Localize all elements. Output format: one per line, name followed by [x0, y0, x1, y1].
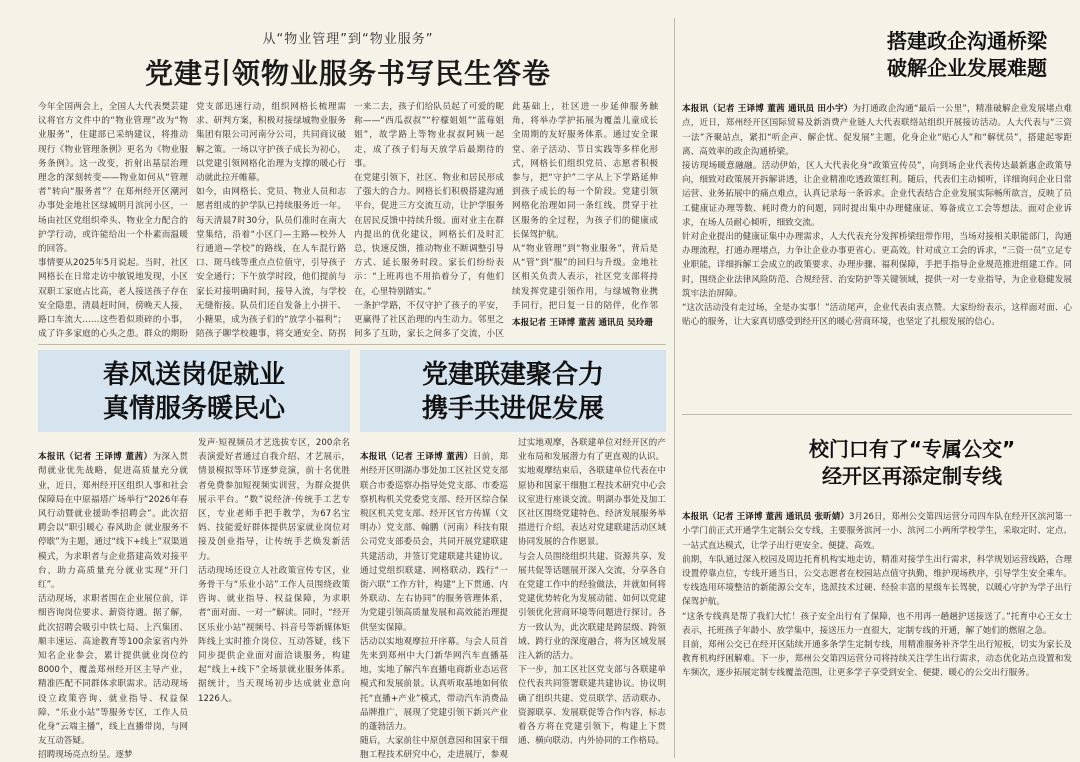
body-text: 日前，郑州经开区明湖办事处加工区社区党支部联合市委巡察办指导处党支部、市委巡察机构机关党委党支部、经开区综合保税区机关党支部、经开区官方传媒（文明办）党支部、翰鹏（河南）科技有限公司党支部委员会，共同开展党建联建共建活动，并签订党建联建共建协议。通过党组织联建、网格联动、践行“一街六联”工作方针，构建“上下贯通、内外联动、左右协同”的服务管理体系，为党建引领高质量发展和高效能治理提供坚实保障。 活动以实地观摩拉开序幕。与会人员首先来到郑州中大门新华网汽车直播基地，实地了解汽车直播电商新业态运营模式和发展前景。认真听取基地如何依托“直播+产业”模式，带动汽车消费品品牌推广，展现了党建引领下新兴产业的蓬勃活力。 随后，大家前往中原创意园和国家干细胞工程技术研究中心，走进展厅，参观 [360, 452, 508, 760]
headline-line-1: 搭建政企沟通桥梁 [887, 29, 1047, 53]
section-divider [38, 344, 666, 345]
headline-line-2: 破解企业发展难题 [887, 56, 1047, 80]
headline-line-1: 党建联建聚合力 [421, 360, 604, 390]
article-party-building [360, 350, 666, 760]
body-col-2: 过实地观摩，各联建单位对经开区的产业布局和发展潜力有了更直观的认识。 实地观摩结束后，各联建单位代表在中原协和国家干细胞工程技术研究中心会议室进行座谈交流。明湖办事处及加工区社区围绕党建特色、经济发展服务举措进行介绍，表达对党建联建活动区域协同发展的合作愿景。 与会人员围绕组织共建、资源共享、发展共促等话题展开深入交流，分享各自在党建工作中的经验做法，并就如何将党建优势转化为发展动能、如何以党建引领优化营商环境等问题进行探讨。各方一致认为，此次联建是跨层级、跨领域、跨行业的深度融合，将为区域发展注入新的活力。 下一步，加工区社区党支部与各联建单位代表共同签署联建共建协议。协议明确了组织共建、党员联学、活动联办、资源联享、发展联促等合作内容，标志着各方将在党建引领下，构建上下贯通、横向联动、内外协同的工作格局。 [518, 438, 666, 747]
article-school-bus [682, 426, 1072, 756]
byline: 本报讯（记者 王译博 董茜 通讯员 田小宇） [682, 104, 853, 115]
body-col-2: 发声·短视频员才艺选拔专区，200余名表演爱好者通过自我介绍、才艺展示，情景模拟等环节逐梦竞演，前十名优胜者免费参加短视频实训营，为群众提供展示平台。“数”说经济·传统手工艺专区，专业老师手把手教学，为67名宝妈、技能爱好群体提供居家就业岗位对接及创业指导，让传统手艺焕发新活力。 活动现场还设立人社政策宣传专区，业务骨干与“乐业小站”工作人员围绕政策咨询、就业指导、权益保障，为求职者“面对面、一对一”解读。同时，“经开区乐业小站”视频号、抖音号等新媒体矩阵线上实时推介岗位、互动答疑，线下同步提供企业面对面洽谈服务，构建起“线上+线下”全场景就业服务体系。据统计，当天现场初步达成就业意向1226人。 [198, 438, 350, 704]
body-text: 3月26日，郑州公交第四运营分司四车队在经开区滨河第一小学门前正式开通学生定制公交专线，主要服务滨河一小、滨河二小两所学校学生，采取定时、定点、一站式直达模式，让学子出行更安全、便捷、高效。 前期，车队通过深入校园及周边托育机构实地走访，精准对接学生出行需求，科学规划运营线路，合理设置停靠点位，专线开通当日，公交志愿者在校园站点值守执勤，维护现场秩序，引导学生安全乘车。专线选用环境整洁的新能源公交车，选派技术过硬、经验丰富的星级车长驾驶，以暖心守护为学子出行保驾护航。 “这条专线真是帮了我们大忙！孩子安全出行有了保障，也不用再一趟趟护送接送了。”托育中心王女士表示，托班孩子年龄小、放学集中，接送压力一直很大，定制专线的开通，解了她们的燃眉之急。 目前，郑州公交已在经开区陆续开通多条学生定制专线，用精准服务补齐学生出行短板，切实为家长及教育机构纾困解难。下一步，郑州公交第四运营分司将持续关注学生出行需求，动态优化站点设置和发车频次，逐步拓展定制专线覆盖范围，让更多学子享受到安全、便捷、暖心的公交出行服务。 [682, 512, 1072, 679]
body-text: 为深入贯彻就业优先战略，促进高质量充分就业，近日，郑州经开区组织人事和社会保障局在中原福塔广场举行“2026年春风行动暨就业援助季招聘会”。此次招聘会以“职引暖心 春风助企 就业服务不停歇”为主题，通过“线下+线上”双渠道模式，为求职者与企业搭建高效对接平台，助力高质量充分就业实现“开门红”。 活动现场，求职者围在企业展位前，详细咨询岗位要求、薪资待遇。据了解，此次招聘会吸引中铁七局、上汽集团、顺丰速运、高途教育等100余家省内外知名企业参会，累计提供就业岗位约8000个，覆盖郑州经开区主导产业，精准匹配不同群体求职需求。活动现场设立政策咨询、就业指导、权益保障、“乐业小站”等服务专区，工作人员化身“云端主播”，线上直播带岗，与网友互动答疑。 招聘现场亮点纷呈。逐梦 [38, 452, 188, 760]
headline-line-2: 经开区再添定制专线 [822, 464, 1002, 488]
body-col-1 [360, 436, 508, 760]
column-divider [674, 18, 675, 758]
headline: 党建引领物业服务书写民生答卷 [144, 57, 551, 90]
article-property-service [38, 18, 658, 340]
headline-line-1: 春风送岗促就业 [102, 360, 285, 390]
headline-box [360, 350, 666, 432]
byline: 本报讯（记者 王译博 董茜） [38, 452, 153, 463]
byline: 本报讯（记者 王译博 董茜 通讯员 张昕婧） [682, 512, 849, 523]
signature: 本报记者 王译博 董茜 通讯员 吴玲珊 [512, 318, 653, 328]
article-body [682, 88, 1072, 406]
headline-line-1: 校门口有了“专属公交” [808, 437, 1016, 461]
body-col-1: 今年全国两会上，全国人大代表樊芸建议将官方文件中的“物业管理”改为“物业服务”，住建部已采纳建议，将推动现行《物业管理条例》更名为《物业服务条例》。这一改变，折射出基层治理理念的深刻转变——物业如何从“管理者”转向“服务者”？在郑州经开区潮河办事处金地社区绿城明月滨河小区，一场由社区党组织牵头、物业全力配合的护学行动，或许能给出一个朴素而温暖的回答。 事情要从2025年5月说起。当时，社区网格长在日常走访中敏锐地发现，小区双职工家庭占比高，老人接送孩子存在安全隐患，清晨赶时间，傍晚天人接，路口车流大……这些看似琐碎的小事，成了许多家庭的心头之患。群众的期盼 [38, 102, 188, 340]
headline-box [38, 350, 350, 432]
headline-line-2: 真情服务暖民心 [102, 394, 285, 424]
byline: 本报讯（记者 王译博 董茜） [360, 452, 473, 463]
kicker: 从“物业管理”到“物业服务” [262, 32, 434, 47]
headline-line-2: 携手共进促发展 [421, 394, 604, 424]
body-text: 为打通政企沟通“最后一公里”，精准破解企业发展堵点难点，近日，郑州经开区国际贸易及新消费产业链人大代表联络站组织开展接访活动。人大代表与“三资一法”齐聚站点，紧扣“听企声、解企忧、促发展”主题，化身企业“贴心人”和“解忧员”，搭建起零距离、高效率的政企沟通桥梁。 接访现场暖意融融。活动伊始，区人大代表化身“政策宣传员”，向到场企业代表传达最新惠企政策导向，细致对政策展开拆解讲透，让企业精准吃透政策红利。随后，代表们主动倾听，详细询问企业日常运营、业务拓展中的痛点难点，认真记录每一条诉求。企业代表结合企业发展实际畅所欲言，反映了员工健康证办理等数、耗时费力的问题，同时提出集中办理健康证、筹备成立工会等想法。面对企业诉求，在场人员耐心倾听，细致交流。 针对企业提出的健康证集中办理需求，人大代表充分发挥桥梁纽带作用，当场对接相关职能部门，沟通办理流程，打通办理堵点，力争让企业办事更省心、更高效。针对成立工会的诉求，“三资一员”立足专业职能，详细拆解工会成立的政策要求、办理步骤、福利保障，手把手指导企业规范推进组建工作。同时，围绕企业法律风险防范、合规经营、治安防护等关键领域，提供一对一专业指导，为企业稳健发展筑牢法治屏障。 “这次活动没有走过场，全是办实事！”活动尾声，企业代表由衷点赞。大家纷纷表示，这样面对面、心贴心的服务，让大家真切感受到经开区的暖心营商环境，也坚定了扎根发展的信心。 [682, 104, 1072, 328]
body-col-2: 党支部迅速行动，组织网格长梳理需求、研判方案，积极对接绿城物业服务集团有限公司河南分公司，共同商议破解之策。一场以守护孩子成长为初心，以党建引领网格化治理为支撑的暖心行动就此拉开帷幕。 如今，由网格长、党员、物业人员和志愿者组成的护学队已持续服务近一年。每天清晨7时30分，队员们准时在南大堂集结，沿着“小区门—主路—校外人行通道—学校”的路线，在人车混行路口、斑马线等重点点位值守，引导孩子安全通行；下午放学时段，他们提前与家长对接明确时间，接导入流，与学校无缝衔接。队员们还自发备上小拼干、小糖果，成为孩子们的“放学小福利”；陪孩子聊学校趣事，将交通安全、防拐 [196, 102, 346, 340]
body-col-4: 此基础上，社区进一步延伸服务触角，将举办学护拓展为覆盖儿童成长全周期的友好服务体系。通过安全课堂、亲子活动、节日实践等多样化形式，网格长们组织党员、志愿者积极参与，把“守护”二字从上下学路延伸到孩子成长的每一个阶段。党建引领网格化治理如同一条红线，贯穿于社区服务的全过程，为孩子们的健康成长保驾护航。 从“物业管理”到“物业服务”，背后是从“管”到“服”的回归与升级。金地社区相关负责人表示，社区党支部将持续发挥党建引领作用，与绿城物业携手同行，把日复一日的陪伴，化作邻 [512, 102, 658, 311]
article-employment [38, 350, 350, 760]
article-gov-business [682, 22, 1072, 406]
body-col-3: 一来二去，孩子们给队员起了可爱的昵称——“西瓜叔叔”“柠檬姐姐”“蓝莓姐姐”，故学路上等物业叔叔阿姨一起走，成了孩子们每天放学后最期待的事。 在党建引领下，社区、物业和居民形成了强大的合力。网格长们积极搭建沟通平台，促进三方交流互动，让护学服务在居民反馈中持续升级。面对业主在群内提出的优化建议，网格长们及时汇总，快速反馈，推动物业不断调整引导方式、延长服务时段。家长们纷纷表示：“上班再也不用掐着分了，有他们在，心里特别踏实。” 一条护学路，不仅守护了孩子的平安，更赢得了社区治理的内生动力。邻里之间多了互助，家长之间多了交流，小区 [354, 102, 504, 340]
section-divider [682, 414, 1072, 415]
body-col-1 [38, 436, 188, 760]
article-body [682, 496, 1072, 756]
